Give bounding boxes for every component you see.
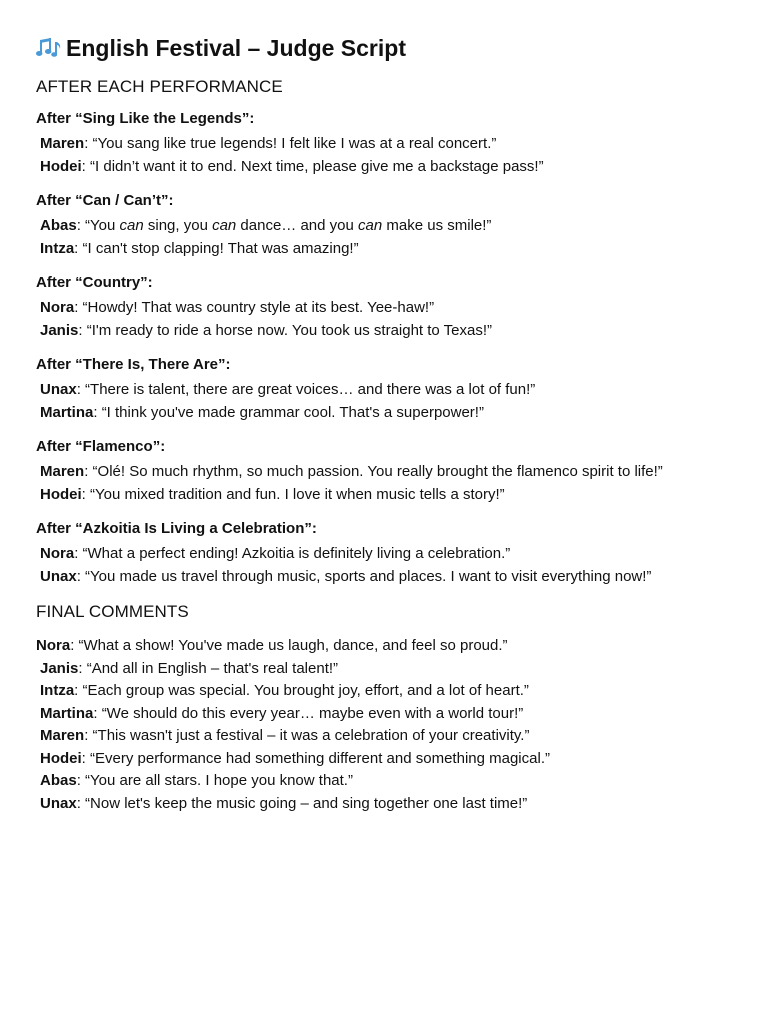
judge-name: Martina <box>40 403 94 421</box>
comment-text: “You mixed tradition and fun. I love it when music tells a story!” <box>90 485 505 503</box>
music-notes-icon <box>36 36 62 60</box>
comment-text: “What a perfect ending! Azkoitia is definitely living a celebration.” <box>82 545 511 562</box>
comment-emphasis: can <box>358 217 383 234</box>
judge-comment <box>36 133 748 156</box>
performance-heading: After “Country”: <box>36 274 153 291</box>
comment-text: “Every performance had something different and something magical.” <box>90 749 550 767</box>
judge-name: Unax <box>40 381 77 398</box>
comment-separator: : <box>76 217 86 234</box>
comment-separator: : <box>93 403 102 421</box>
judge-name: Unax <box>40 794 77 812</box>
judge-comment <box>36 748 748 771</box>
comment-text: “You <box>85 217 120 234</box>
comment-separator: : <box>84 135 93 152</box>
comment-text: “We should do this every year… maybe even with a world tour!” <box>101 704 524 722</box>
judge-name: Abas <box>40 217 77 234</box>
judge-name: Maren <box>40 463 85 480</box>
comment-separator: : <box>74 239 83 257</box>
comment-separator: : <box>70 637 79 654</box>
comment-text: “What a show! You've made us laugh, dance, and feel so proud.” <box>78 637 508 654</box>
judge-name: Hodei <box>40 157 82 175</box>
judge-name: Nora <box>40 545 75 562</box>
performance-heading: After “Azkoitia Is Living a Celebration”: <box>36 520 317 537</box>
judge-comment <box>36 770 748 793</box>
comment-separator: : <box>74 545 83 562</box>
comment-text: “Each group was special. You brought joy, effort, and a lot of heart.” <box>82 682 529 699</box>
judge-name: Janis <box>40 659 79 677</box>
judge-name: Unax <box>40 567 77 585</box>
comment-text: “I think you've made grammar cool. That's a superpower!” <box>101 403 484 421</box>
comment-separator: : <box>84 727 93 744</box>
judge-name: Maren <box>40 135 85 152</box>
comment-separator: : <box>81 157 91 175</box>
judge-name: Nora <box>40 299 75 316</box>
judge-comment <box>36 566 748 589</box>
comment-separator: : <box>74 299 83 316</box>
performance-block <box>36 110 748 178</box>
judge-name: Janis <box>40 321 79 339</box>
judge-name: Martina <box>40 704 94 722</box>
comment-separator: : <box>76 772 86 789</box>
performance-list <box>36 110 748 588</box>
comment-separator: : <box>81 749 91 767</box>
comment-emphasis: can <box>212 217 237 234</box>
section-heading-after-each: AFTER EACH PERFORMANCE <box>36 77 283 96</box>
comment-separator: : <box>76 381 86 398</box>
judge-name: Hodei <box>40 749 82 767</box>
comment-text: “You are all stars. I hope you know that.” <box>85 772 353 789</box>
comment-text: “Now let's keep the music going – and sing together one last time!” <box>85 794 528 812</box>
comment-text: “Howdy! That was country style at its best. Yee-haw!” <box>82 299 435 316</box>
performance-block <box>36 438 748 506</box>
judge-comment <box>36 238 748 261</box>
performance-heading: After “Can / Can’t”: <box>36 192 174 209</box>
comment-separator: : <box>81 485 91 503</box>
judge-comment <box>36 215 748 238</box>
comment-separator: : <box>76 567 86 585</box>
comment-text: “I didn’t want it to end. Next time, please give me a backstage pass!” <box>90 157 544 175</box>
performance-heading: After “There Is, There Are”: <box>36 356 231 373</box>
comment-text: “You made us travel through music, sports and places. I want to visit everything now!” <box>85 567 652 585</box>
judge-comment <box>36 379 748 402</box>
judge-comment <box>36 320 748 343</box>
judge-comment <box>36 635 748 658</box>
document-title <box>36 33 748 63</box>
performance-block <box>36 274 748 342</box>
comment-text: “I'm ready to ride a horse now. You took us straight to Texas!” <box>86 321 493 339</box>
judge-comment <box>36 703 748 726</box>
comment-separator: : <box>74 682 83 699</box>
document-title-text: English Festival – Judge Script <box>66 34 406 61</box>
comment-text: “There is talent, there are great voices… and there was a lot of fun!” <box>85 381 536 398</box>
comment-separator: : <box>93 704 102 722</box>
section-heading-final: FINAL COMMENTS <box>36 602 189 621</box>
judge-name: Intza <box>40 682 75 699</box>
comment-text: “This wasn't just a festival – it was a celebration of your creativity.” <box>92 727 530 744</box>
judge-comment <box>36 156 748 179</box>
comment-text: “Olé! So much rhythm, so much passion. You really brought the flamenco spirit to life!” <box>92 463 663 480</box>
judge-comment <box>36 402 748 425</box>
performance-block <box>36 356 748 424</box>
judge-comment <box>36 543 748 566</box>
judge-comment <box>36 484 748 507</box>
comment-separator: : <box>84 463 93 480</box>
performance-block <box>36 520 748 588</box>
comment-text: “You sang like true legends! I felt like I was at a real concert.” <box>92 135 497 152</box>
comment-text: “And all in English – that's real talent!” <box>86 659 339 677</box>
judge-name: Nora <box>36 637 71 654</box>
performance-block <box>36 192 748 260</box>
judge-name: Hodei <box>40 485 82 503</box>
judge-comment <box>36 793 748 816</box>
judge-comment <box>36 680 748 703</box>
comment-text: make us smile!” <box>382 217 492 234</box>
judge-comment <box>36 658 748 681</box>
judge-comment <box>36 725 748 748</box>
comment-text: dance… and you <box>236 217 359 234</box>
comment-separator: : <box>78 321 87 339</box>
judge-name: Abas <box>40 772 77 789</box>
performance-heading: After “Sing Like the Legends”: <box>36 110 255 127</box>
judge-name: Intza <box>40 239 75 257</box>
final-comments-list <box>36 635 748 815</box>
performance-heading: After “Flamenco”: <box>36 438 166 455</box>
judge-name: Maren <box>40 727 85 744</box>
comment-separator: : <box>76 794 86 812</box>
judge-comment <box>36 461 748 484</box>
comment-emphasis: can <box>119 217 144 234</box>
comment-text: sing, you <box>143 217 213 234</box>
comment-separator: : <box>78 659 87 677</box>
comment-text: “I can't stop clapping! That was amazing!” <box>82 239 359 257</box>
judge-comment <box>36 297 748 320</box>
